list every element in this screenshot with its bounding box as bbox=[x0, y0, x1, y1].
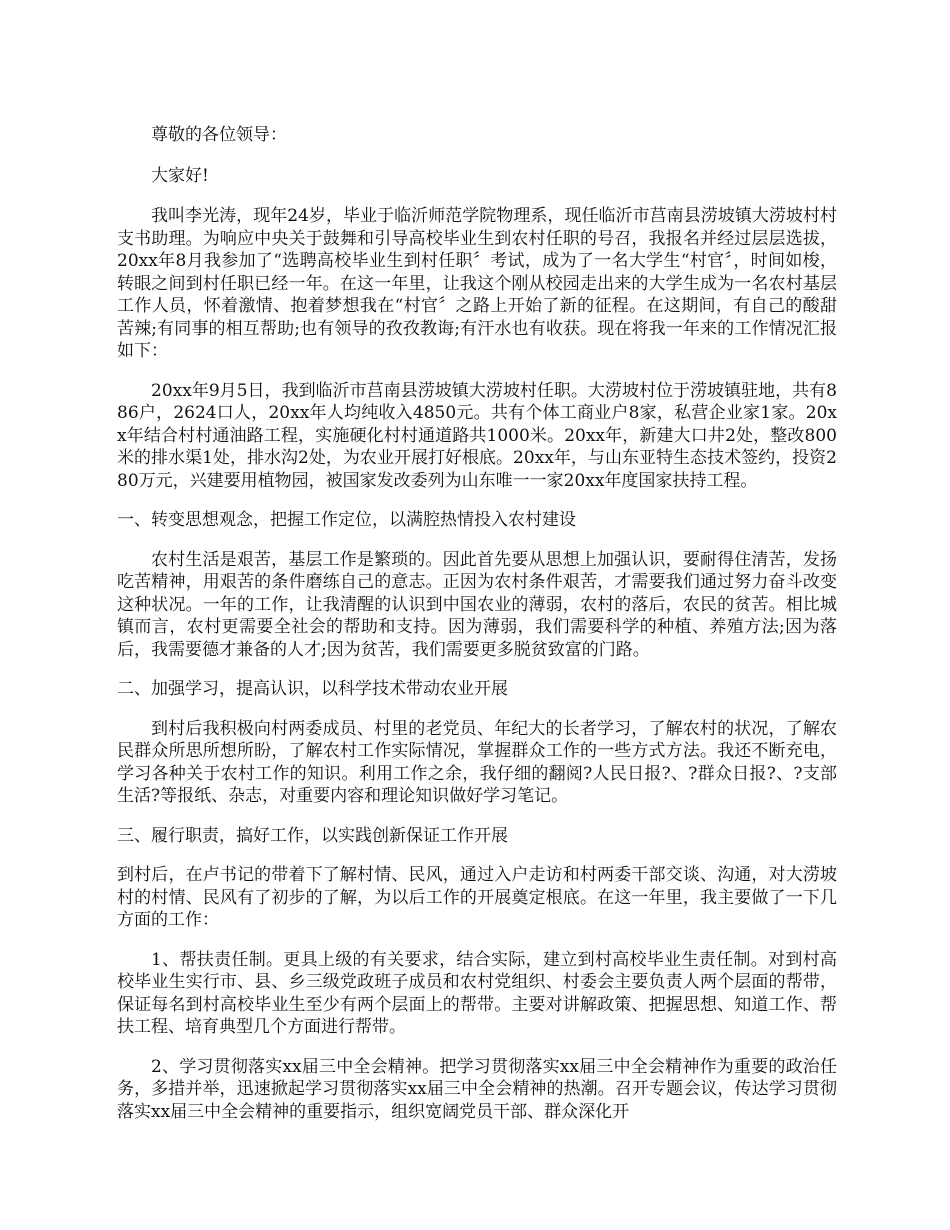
section-heading: 一、转变思想观念，把握工作定位，以满腔热情投入农村建设 bbox=[117, 510, 576, 530]
section-heading: 三、履行职责，搞好工作，以实践创新保证工作开展 bbox=[117, 825, 508, 846]
intro-paragraph: 我叫李光涛，现年24岁，毕业于临沂师范学院物理系，现任临沂市莒南县涝坡镇大涝坡村村支书助理。为响应中央关于鼓舞和引导高校毕业生到农村任职的号召，我报名并经过层层选拔，20xx年8月我参加了“选聘高校毕业生到村任职〞考试，成为了一名大学生“村官〞，时间如梭，转眼之间到村任职已经一年。在这一年里，让我这个刚从校园走出来的大学生成为一名农村基层工作人员，怀着激情、抱着梦想我在“村官〞之路上开始了新的征程。在这期间，有自己的酸甜苦辣;有同事的相互帮助;也有领导的孜孜教诲;有汗水也有收获。现在将我一年来的工作情况汇报如下： bbox=[117, 206, 837, 361]
section-body: 到村后我积极向村两委成员、村里的老党员、年纪大的长者学习，了解农村的状况，了解农民群众所思所想所盼，了解农村工作实际情况，掌握群众工作的一些方式方法。我还不断充电，学习各种关于农村工作的知识。利用工作之余，我仔细的翻阅?人民日报?、?群众日报?、?支部生活?等报纸、杂志，对重要内容和理论知识做好学习笔记。 bbox=[117, 718, 837, 806]
background-paragraph: 20xx年9月5日，我到临沂市莒南县涝坡镇大涝坡村任职。大涝坡村位于涝坡镇驻地，共有886户，2624口人，20xx年人均纯收入4850元。共有个体工商业户8家，私营企业家1家。20xx年结合村村通油路工程，实施硬化村村通道路共1000米。20xx年，新建大口井2处，整改800米的排水渠1处，排水沟2处，为农业开展打好根底。20xx年，与山东亚特生态技术签约，投资280万元，兴建要用植物园，被国家发改委列为山东唯一一家20xx年度国家扶持工程。 bbox=[117, 380, 837, 491]
section-body: 农村生活是艰苦，基层工作是繁琐的。因此首先要从思想上加强认识，要耐得住清苦，发扬吃苦精神，用艰苦的条件磨练自己的意志。正因为农村条件艰苦，才需要我们通过努力奋斗改变这种状况。一年的工作，让我清醒的认识到中国农业的薄弱，农村的落后，农民的贫苦。相比城镇而言，农村更需要全社会的帮助和支持。因为薄弱，我们需要科学的种植、养殖方法;因为落后，我需要德才兼备的人才;因为贫苦，我们需要更多脱贫致富的门路。 bbox=[117, 549, 837, 660]
salutation: 尊敬的各位领导： bbox=[151, 125, 287, 145]
greeting: 大家好! bbox=[151, 165, 209, 186]
list-item: 1、帮扶责任制。更具上级的有关要求，结合实际，建立到村高校毕业生责任制。对到村高校毕业生实行市、县、乡三级党政班子成员和农村党组织、村委会主要负责人两个层面的帮带，保证每名到村高校毕业生至少有两个层面上的帮带。主要对讲解政策、把握思想、知道工作、帮扶工程、培育典型几个方面进行帮带。 bbox=[117, 949, 837, 1037]
section-heading: 二、加强学习，提高认识，以科学技术带动农业开展 bbox=[117, 679, 508, 699]
section-intro: 到村后，在卢书记的带着下了解村情、民风，通过入户走访和村两委干部交谈、沟通，对大涝坡村的村情、民风有了初步的了解，为以后工作的开展奠定根底。在这一年里，我主要做了一下几方面的工作： bbox=[117, 865, 837, 930]
list-item: 2、学习贯彻落实xx届三中全会精神。把学习贯彻落实xx届三中全会精神作为重要的政治任务，多措并举，迅速掀起学习贯彻落实xx届三中全会精神的热潮。召开专题会议，传达学习贯彻落实xx届三中全会精神的重要指示，组织宽阔党员干部、群众深化开 bbox=[117, 1056, 837, 1122]
document-page bbox=[117, 124, 837, 1140]
